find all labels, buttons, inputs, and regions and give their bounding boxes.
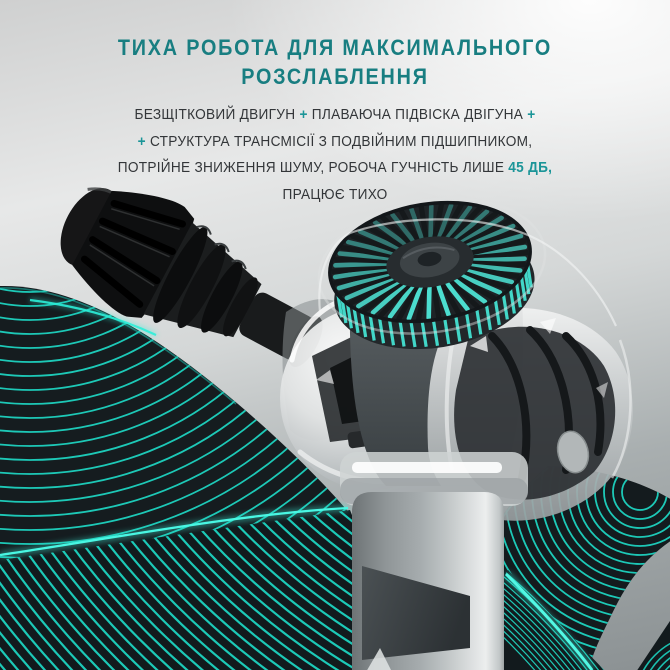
description-line <box>36 155 635 182</box>
accent-text: + <box>527 106 536 123</box>
text-segment: ПОТРІЙНЕ ЗНИЖЕННЯ ШУМУ, РОБОЧА ГУЧНІСТЬ ЛИШЕ <box>117 159 509 176</box>
accent-text: + <box>299 106 308 123</box>
headline-line2: РОЗСЛАБЛЕННЯ <box>241 64 429 89</box>
text-segment: БЕЗЩІТКОВИЙ ДВИГУН <box>134 106 300 123</box>
description <box>36 102 635 208</box>
copy-block <box>0 0 670 208</box>
headline <box>43 33 628 91</box>
description-line <box>36 182 635 209</box>
text-segment: ПРАЦЮЄ ТИХО <box>282 185 388 203</box>
description-line <box>36 102 635 129</box>
text-segment: СТРУКТУРА ТРАНСМІСІЇ З ПОДВІЙНИМ ПІДШИПНИКОМ, <box>149 132 533 150</box>
accent-text: + <box>137 132 150 150</box>
description-line <box>36 129 635 156</box>
handle <box>352 492 504 670</box>
text-segment: ПЛАВАЮЧА ПІДВІСКА ДВІГУНА <box>307 106 528 123</box>
headline-line1: ТИХА РОБОТА ДЛЯ МАКСИМАЛЬНОГО <box>117 35 553 60</box>
accent-text: 45 ДБ, <box>508 159 553 176</box>
